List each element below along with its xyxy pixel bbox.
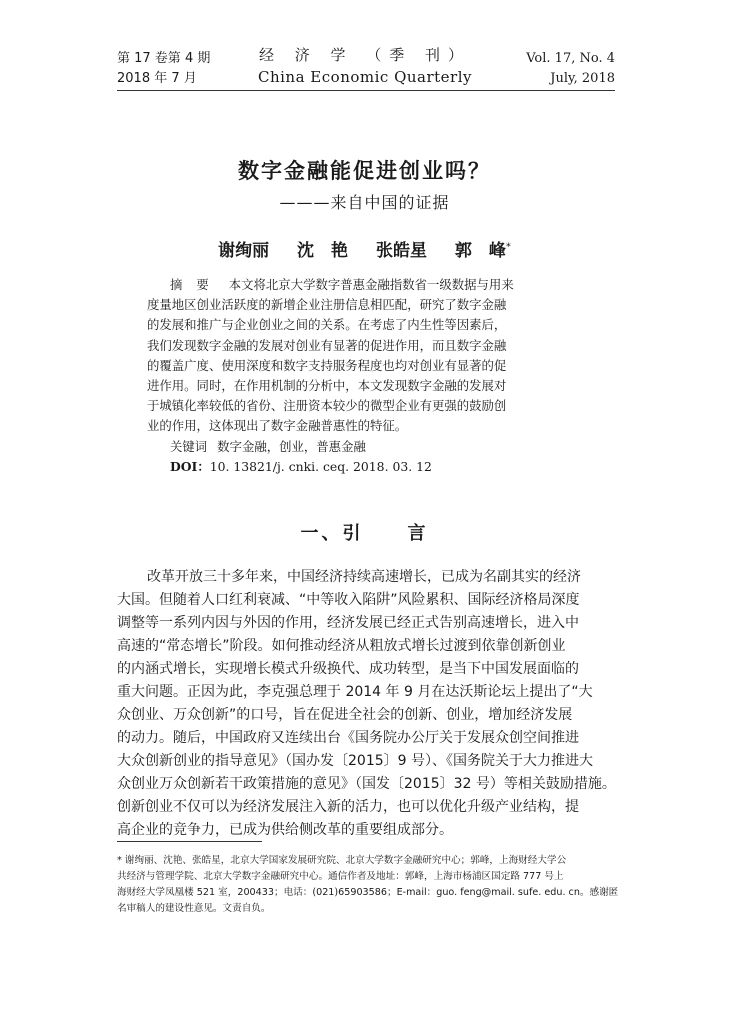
section-heading (0, 519, 729, 545)
abstract-text: 本文将北京大学数字普惠金融指数省一级数据与用来 (228, 277, 514, 292)
body-line: 的动力。随后，中国政府又连续出台《国务院办公厅关于发展众创空间推进 (117, 730, 579, 746)
journal-name-cn: 经 济 学 （季 刊） (258, 46, 472, 64)
running-header-left (117, 49, 210, 89)
abstract-line (147, 275, 585, 295)
body-line: 改革开放三十多年来，中国经济持续高速增长，已成为名副其实的经济 (147, 569, 581, 585)
volume-issue-en: Vol. 17, No. 4 (526, 51, 615, 66)
doi-label: DOI： (170, 458, 210, 474)
section-title-end: 言 (407, 523, 429, 544)
article-title: 数字金融能促进创业吗？ (238, 159, 491, 183)
article-subtitle: ———来自中国的证据 (279, 193, 450, 212)
running-header-right (526, 49, 615, 89)
footnote-line: * 谢绚丽、沈艳、张皓星，北京大学国家发展研究院、北京大学数字金融研究中心；郭峰，上海财经大学公 (117, 855, 567, 866)
body-line: 大国。但随着人口红利衰减、“中等收入陷阱”风险累积、国际经济格局深度 (117, 592, 580, 608)
doi-value: 10. 13821/j. cnki. ceq. 2018. 03. 12 (209, 458, 432, 474)
abstract-line: 进作用。同时，在作用机制的分析中，本文发现数字金融的发展对 (147, 377, 507, 393)
header-divider (117, 90, 615, 91)
abstract-line: 的发展和推广与企业创业之间的关系。在考虑了内生性等因素后， (147, 317, 507, 333)
author-name (455, 241, 511, 261)
body-line: 创新创业不仅可以为经济发展注入新的活力，也可以优化升级产业结构，提 (117, 799, 579, 815)
abstract-label: 摘要 (170, 277, 223, 292)
volume-issue-cn: 第 17 卷第 4 期 (117, 51, 211, 66)
section-number: 一、引 (300, 523, 364, 544)
abstract (147, 275, 585, 477)
footnote-divider (117, 841, 262, 842)
body-line: 调整等一系列内因与外因的作用，经济发展已经正式告别高速增长，进入中 (117, 615, 579, 631)
author-name: 沈 艳 (297, 241, 349, 261)
keywords-line (147, 437, 585, 457)
date-cn: 2018 年 7 月 (117, 71, 197, 86)
abstract-line: 的覆盖广度、使用深度和数字支持服务程度也均对创业有显著的促 (147, 357, 507, 373)
body-line: 的内涵式增长，实现增长模式升级换代、成功转型，是当下中国发展面临的 (117, 661, 579, 677)
keywords-label: 关键词 (170, 438, 208, 454)
abstract-line: 业的作用，这体现出了数字金融普惠性的特征。 (147, 418, 408, 434)
footnote (117, 853, 617, 917)
body-line: 重大问题。正因为此，李克强总理于 2014 年 9 月在达沃斯论坛上提出了“大 (117, 684, 593, 700)
abstract-line: 我们发现数字金融的发展对创业有显著的促进作用，而且数字金融 (147, 337, 507, 353)
abstract-line: 度量地区创业活跃度的新增企业注册信息相匹配，研究了数字金融 (147, 297, 507, 313)
author-name-text: 郭 峰 (454, 241, 506, 261)
footnote-line: 海财经大学凤凰楼 521 室，200433；电话：(021)65903586；E-mail：guo. feng@mail. sufe. edu. cn。感谢匿 (117, 887, 619, 898)
body-line: 大众创新创业的指导意见》（国办发〔2015〕9 号）、《国务院关于大力推进大 (117, 753, 593, 769)
abstract-line: 于城镇化率较低的省份、注册资本较少的微型企业有更强的鼓励创 (147, 398, 507, 414)
date-en: July, 2018 (550, 71, 615, 86)
corresponding-author-mark: * (505, 241, 511, 253)
footnote-line: 共经济与管理学院、北京大学数字金融研究中心。通信作者及地址：郭峰，上海市杨浦区国定路 777 号上 (117, 871, 564, 882)
author-name: 张皓星 (375, 241, 427, 261)
body-line: 众创业万众创新若干政策措施的意见》（国发〔2015〕32 号）等相关鼓励措施。 (117, 776, 616, 792)
body-paragraph (117, 566, 616, 842)
body-line: 高企业的竞争力，已成为供给侧改革的重要组成部分。 (117, 822, 453, 838)
body-line: 众创业、万众创新”的口号，旨在促进全社会的创新、创业，增加经济发展 (117, 707, 573, 723)
footnote-line: 名审稿人的建设性意见。文责自负。 (117, 903, 271, 914)
body-line: 高速的“常态增长”阶段。如何推动经济从粗放式增长过渡到依靠创新创业 (117, 638, 566, 654)
doi-line (147, 457, 585, 477)
author-name: 谢绚丽 (218, 241, 270, 261)
author-list (0, 236, 729, 261)
running-header-center (240, 44, 490, 88)
journal-name-en: China Economic Quarterly (258, 68, 472, 86)
keywords-text: 数字金融，创业，普惠金融 (217, 438, 366, 454)
